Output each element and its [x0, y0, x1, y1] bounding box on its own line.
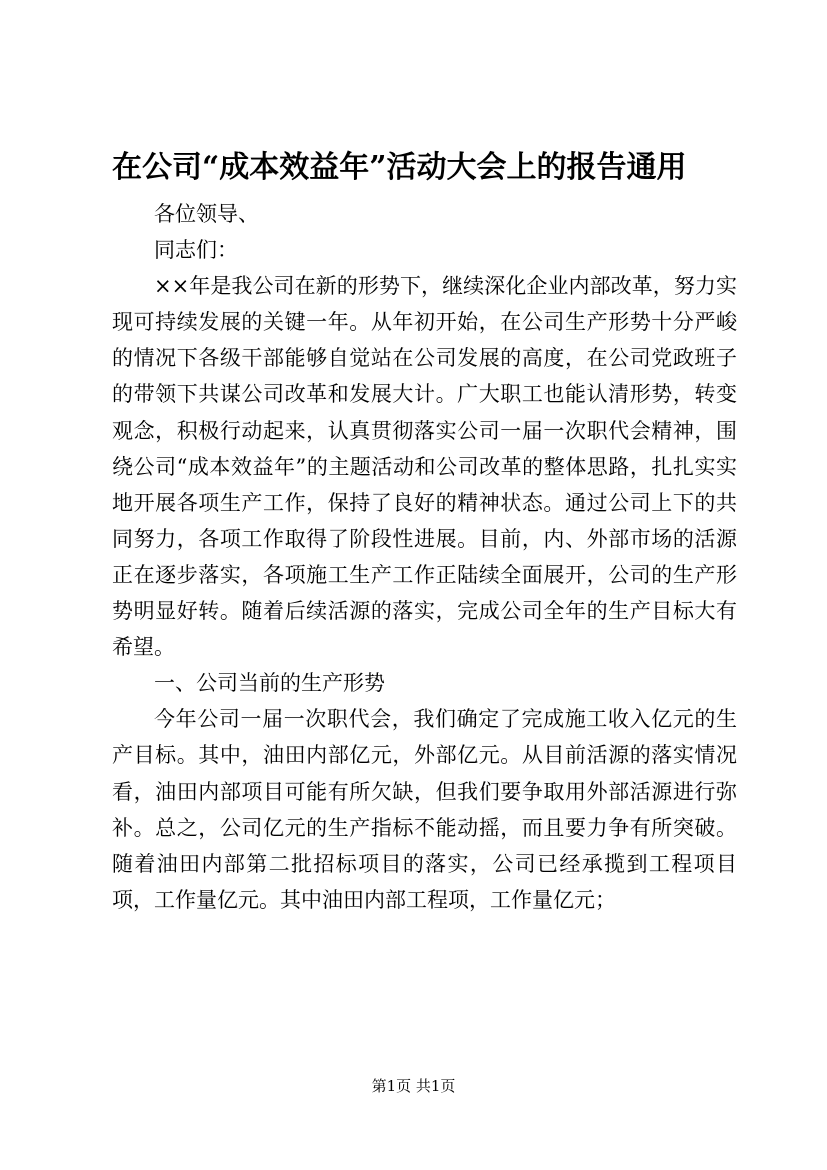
body-paragraph: 今年公司一届一次职代会，我们确定了完成施工收入亿元的生产目标。其中，油田内部亿元，外部亿元。从目前活源的落实情况看，油田内部项目可能有所欠缺，但我们要争取用外部活源进行弥补。总之，公司亿元的生产指标不能动摇，而且要力争有所突破。随着油田内部第二批招标项目的落实，公司已经承揽到工程项目项，工作量亿元。其中油田内部工程项，工作量亿元； [112, 707, 737, 912]
document-title: 在公司“成本效益年”活动大会上的报告通用 [112, 150, 687, 185]
page-number: 第1页 共1页 [371, 1077, 456, 1095]
page-footer [0, 1076, 827, 1096]
document-body [112, 196, 737, 918]
salutation-comrades: 同志们： [154, 238, 238, 263]
section-heading: 一、公司当前的生产形势 [154, 671, 385, 696]
body-paragraph: ××年是我公司在新的形势下，继续深化企业内部改革，努力实现可持续发展的关键一年。从年初开始，在公司生产形势十分严峻的情况下各级干部能够自觉站在公司发展的高度，在公司党政班子的带领下共谋公司改革和发展大计。广大职工也能认清形势，转变观念，积极行动起来，认真贯彻落实公司一届一次职代会精神，围绕公司“成本效益年”的主题活动和公司改革的整体思路，扎扎实实地开展各项生产工作，保持了良好的精神状态。通过公司上下的共同努力，各项工作取得了阶段性进展。目前，内、外部市场的活源正在逐步落实，各项施工生产工作正陆续全面展开，公司的生产形势明显好转。随着后续活源的落实，完成公司全年的生产目标大有希望。 [112, 274, 737, 660]
salutation-leaders: 各位领导、 [154, 202, 259, 226]
